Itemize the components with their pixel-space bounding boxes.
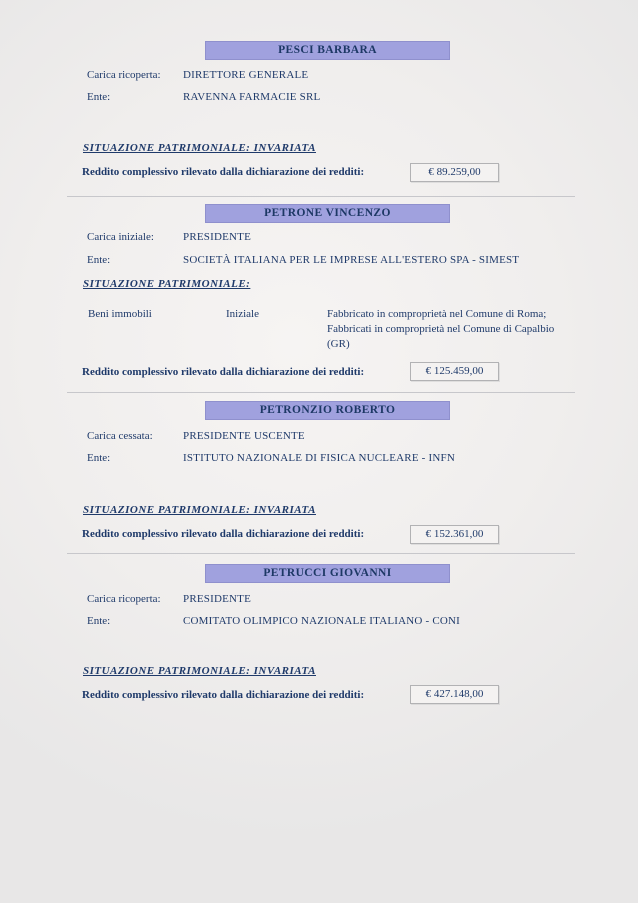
field-value: PRESIDENTE <box>183 593 251 605</box>
beni-immobili-description: Fabbricato in comproprietà nel Comune di Roma; Fabbricati in comproprietà nel Comune di Capalbio (GR) <box>327 308 555 350</box>
field-label: Carica ricoperta: <box>87 69 161 81</box>
section-header: PESCI BARBARA <box>205 41 450 60</box>
reddito-label: Reddito complessivo rilevato dalla dichiarazione dei redditi: <box>82 166 365 178</box>
reddito-value-box: € 152.361,00 <box>410 525 499 544</box>
reddito-label: Reddito complessivo rilevato dalla dichiarazione dei redditi: <box>82 366 365 378</box>
field-label: Carica ricoperta: <box>87 593 161 605</box>
section-separator <box>67 392 575 393</box>
field-value: ISTITUTO NAZIONALE DI FISICA NUCLEARE - INFN <box>183 452 455 464</box>
field-label: Carica iniziale: <box>87 231 154 243</box>
reddito-value-box: € 125.459,00 <box>410 362 499 381</box>
situazione-heading: SITUAZIONE PATRIMONIALE: INVARIATA <box>83 665 316 677</box>
beni-immobili-phase: Iniziale <box>226 308 259 320</box>
field-label: Ente: <box>87 452 111 464</box>
beni-immobili-category: Beni immobili <box>88 308 152 320</box>
field-label: Ente: <box>87 254 111 266</box>
field-value: COMITATO OLIMPICO NAZIONALE ITALIANO - CONI <box>183 615 461 627</box>
section-separator <box>67 553 575 554</box>
field-value: PRESIDENTE USCENTE <box>183 430 305 442</box>
section-header: PETRUCCI GIOVANNI <box>205 564 450 583</box>
reddito-value-box: € 89.259,00 <box>410 163 499 182</box>
reddito-value-box: € 427.148,00 <box>410 685 499 704</box>
field-label: Carica cessata: <box>87 430 153 442</box>
situazione-heading: SITUAZIONE PATRIMONIALE: INVARIATA <box>83 504 316 516</box>
situazione-heading: SITUAZIONE PATRIMONIALE: INVARIATA <box>83 142 316 154</box>
field-value: PRESIDENTE <box>183 231 251 243</box>
field-value: SOCIETÀ ITALIANA PER LE IMPRESE ALL'ESTERO SPA - SIMEST <box>183 254 520 266</box>
field-value: DIRETTORE GENERALE <box>183 69 309 81</box>
field-value: RAVENNA FARMACIE SRL <box>183 91 321 103</box>
section-header: PETRONE VINCENZO <box>205 204 450 223</box>
situazione-heading: SITUAZIONE PATRIMONIALE: <box>83 278 251 290</box>
field-label: Ente: <box>87 91 111 103</box>
section-header: PETRONZIO ROBERTO <box>205 401 450 420</box>
field-label: Ente: <box>87 615 111 627</box>
section-separator <box>67 196 575 197</box>
reddito-label: Reddito complessivo rilevato dalla dichiarazione dei redditi: <box>82 528 365 540</box>
reddito-label: Reddito complessivo rilevato dalla dichiarazione dei redditi: <box>82 689 365 701</box>
